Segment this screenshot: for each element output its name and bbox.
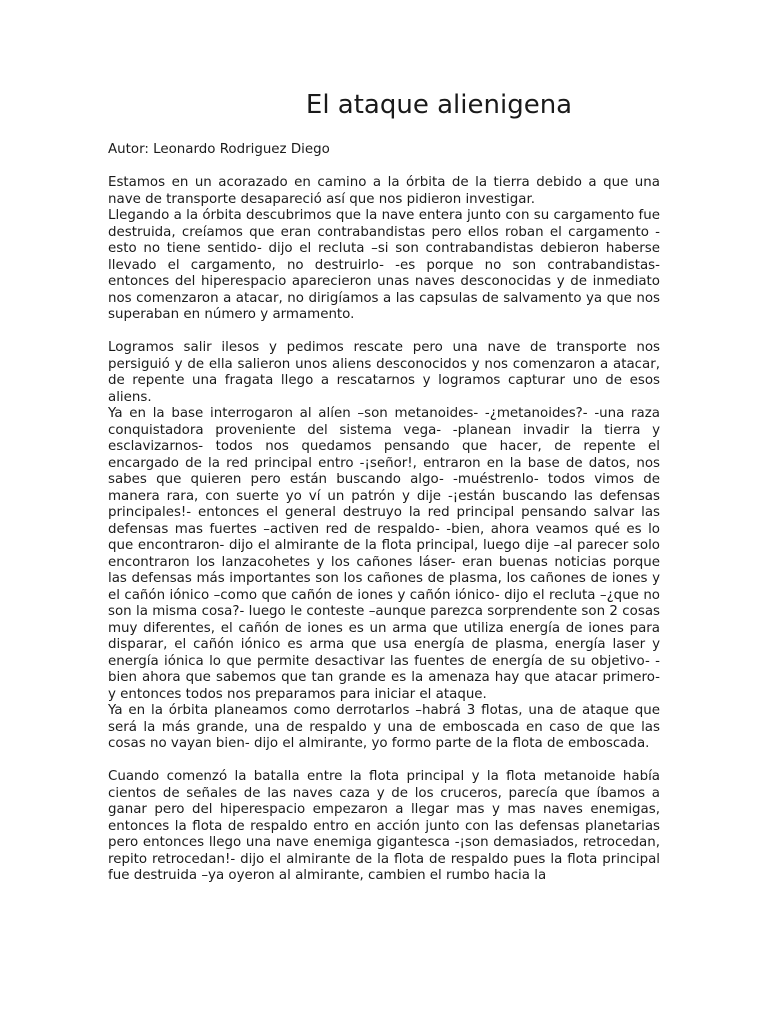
paragraph-5: Ya en la órbita planeamos como derrotarlos –habrá 3 flotas, una de ataque que será la más grande, una de respaldo y una de emboscada en caso de que las cosas no vayan bien- dijo el almirante, yo formo parte de la flota de emboscada. (108, 703, 660, 751)
paragraph-6: Cuando comenzó la batalla entre la flota principal y la flota metanoide había cientos de señales de las naves caza y de los cruceros, parecía que íbamos a ganar pero del hiperespacio empezaron a llegar mas y mas naves enemigas, entonces la flota de respaldo entro en acción junto con las defensas planetarias pero entonces llego una nave enemiga gigantesca -¡son demasiados, retrocedan, repito retrocedan!- dijo el almirante de la flota de respaldo pues la flota principal fue destruida –ya oyeron al almirante, cambien el rumbo hacia la (108, 769, 660, 883)
paragraph-gap (108, 753, 660, 770)
paragraph-1: Estamos en un acorazado en camino a la órbita de la tierra debido a que una nave de transporte desapareció así que nos pidieron investigar. (108, 175, 660, 207)
paragraph-3: Logramos salir ilesos y pedimos rescate pero una nave de transporte nos persiguió y de ella salieron unos aliens desconocidos y nos comenzaron a atacar, de repente una fragata llego a rescatarnos y logramos capturar uno de esos aliens. (108, 340, 660, 405)
document-title: El ataque alienigena (305, 90, 573, 120)
author-line: Autor: Leonardo Rodriguez Diego (108, 142, 330, 157)
document-page (108, 88, 660, 885)
paragraph-gap (108, 324, 660, 341)
paragraph-2: Llegando a la órbita descubrimos que la nave entera junto con su cargamento fue destruida, creíamos que eran contrabandistas pero ellos roban el cargamento -esto no tiene sentido- dijo el recluta –si son contrabandistas debieron haberse llevado el cargamento, no destruirlo- -es porque no son contrabandistas- entonces del hiperespacio aparecieron unas naves desconocidas y de inmediato nos comenzaron a atacar, no dirigíamos a las capsulas de salvamento ya que nos superaban en número y armamento. (108, 208, 660, 322)
paragraph-4: Ya en la base interrogaron al alíen –son metanoides- -¿metanoides?- -una raza conquistadora proveniente del sistema vega- -planean invadir la tierra y esclavizarnos- todos nos quedamos pensando que hacer, de repente el encargado de la red principal entro -¡señor!, entraron en la base de datos, nos sabes que quieren pero están buscando algo- -muéstrenlo- todos vimos de manera rara, con suerte yo ví un patrón y dije -¡están buscando las defensas principales!- entonces el general destruyo la red principal pensando salvar las defensas mas fuertes –activen red de respaldo- -bien, ahora veamos qué es lo que encontraron- dijo el almirante de la flota principal, luego dije –al parecer solo encontraron los lanzacohetes y los cañones láser- eran buenas noticias porque las defensas más importantes son los cañones de plasma, los cañones de iones y el cañón iónico –como que cañón de iones y cañón iónico- dijo el recluta –¿que no son la misma cosa?- luego le conteste –aunque parezca sorprendente son 2 cosas muy diferentes, el cañón de iones es un arma que utiliza energía de iones para disparar, el cañón iónico es arma que usa energía de plasma, energía laser y energía iónica lo que permite desactivar las fuentes de energía de su objetivo- -bien ahora que sabemos que tan grande es la amenaza hay que atacar primero- y entonces todos nos preparamos para iniciar el ataque. (108, 406, 660, 702)
